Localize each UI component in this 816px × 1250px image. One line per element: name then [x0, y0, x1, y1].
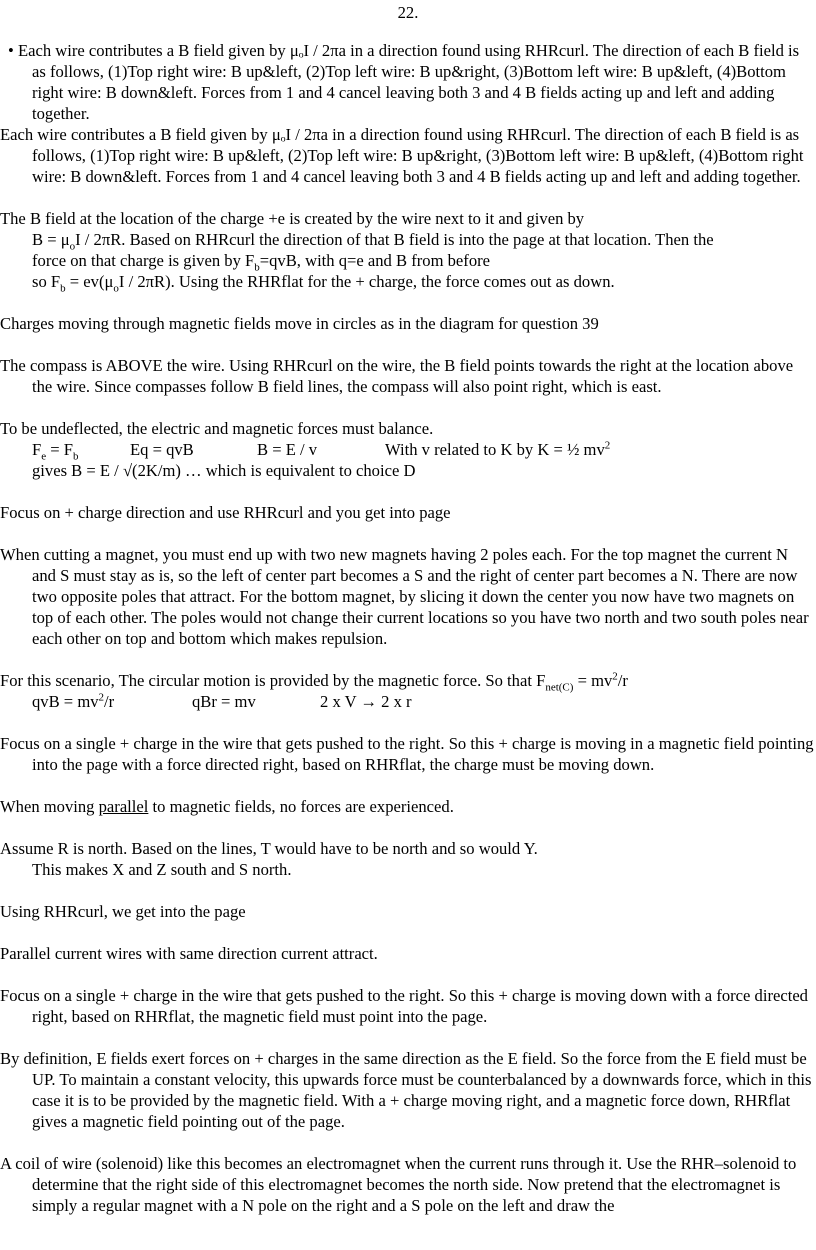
page-number: 22. [397, 3, 419, 22]
answer-paragraph-16: By definition, E fields exert forces on + charges in the same direction as the E field. So the force from the E field must be UP. To maintain a constant velocity, this upwards force must be counterbalanced by a downwards force, which in this case it is to be provided by the magnetic field. With a + charge moving right, and a magnetic force down, RHRflat gives a magnetic field pointing out of the page. [0, 1049, 812, 1131]
answer-paragraph-3: The B field at the location of the charge +e is created by the wire next to it and given by $B = \mu_oI / 2\pi R$. Based on RHRcurl the direction of that B field is into the page at that location. Then the force on that charge is given by $F_b=qvB$, with q=e and B from before so $F_b = ev(\mu_oI / 2\pi R)$. Using the RHRflat for the + charge, the force comes out as down. [0, 209, 714, 295]
answer-paragraph-2: Each wire contributes a B field given by μₒI / 2πa in a direction found using RHRcurl. The direction of each B field is as follows, (1)Top right wire: B up&left, (2)Top left wire: B up&right, (3)Bottom left wire: B up&left, (4)Bottom right wire: B down&left. Forces from 1 and 4 cancel leaving both 3 and 4 B fields acting up and left and adding together. [0, 125, 804, 186]
answer-paragraph-11: When moving parallel to magnetic fields, no forces are experienced. [0, 797, 454, 816]
answer-paragraph-1: • Each wire contributes a B field given by μₒI / 2πa in a direction found using RHRcurl. The direction of each B field is as follows, (1)Top right wire: B up&left, (2)Top left wire: B up&right, (3)Bottom left wire: B up&left, (4)Bottom right wire: B down&left. Forces from 1 and 4 cancel leaving both 3 and 4 B fields acting up and left and adding together. [8, 41, 800, 123]
answer-paragraph-13: Using RHRcurl, we get into the page [0, 902, 246, 921]
answer-text [0, 40, 814, 1216]
answer-paragraph-8: When cutting a magnet, you must end up with two new magnets having 2 poles each. For the top magnet the current N and S must stay as is, so the left of center part becomes a S and the right of center part becomes a N. There are now two opposite poles that attract. For the bottom magnet, by slicing it down the center you now have two magnets on top of each other. The poles would not change their current locations so you have two north and two south poles near each other on top and bottom which makes repulsion. [0, 545, 809, 648]
answer-paragraph-12: Assume R is north. Based on the lines, T would have to be north and so would Y. This makes X and Z south and S north. [0, 839, 538, 879]
answer-paragraph-10: Focus on a single + charge in the wire that gets pushed to the right. So this + charge is moving in a magnetic field pointing into the page with a force directed right, based on RHRflat, the charge must be moving down. [0, 734, 814, 774]
answer-paragraph-4: Charges moving through magnetic fields move in circles as in the diagram for question 39 [0, 314, 599, 333]
answer-paragraph-6: To be undeflected, the electric and magnetic forces must balance. $F_e = F_b$ Eq = qvB B = E / v With v related to K by K = ½ $mv^2$ gives B = E / √(2K/m) … which is equivalent to choice D [0, 419, 611, 480]
answer-paragraph-17: A coil of wire (solenoid) like this becomes an electromagnet when the current runs through it. Use the RHR–solenoid to determine that the right side of this electromagnet becomes the north side. Now pretend that the electromagnet is simply a regular magnet with a N pole on the right and a S pole on the left and draw the [0, 1154, 797, 1215]
answer-paragraph-7: Focus on + charge direction and use RHRcurl and you get into page [0, 503, 451, 522]
answer-paragraph-14: Parallel current wires with same direction current attract. [0, 944, 378, 963]
answer-paragraph-9: For this scenario, The circular motion is provided by the magnetic force. So that $F_{net(C)} = mv^2/r$ qvB = $mv^2/r$ qBr = mv 2 x V → 2 x r [0, 670, 628, 711]
answer-paragraph-5: The compass is ABOVE the wire. Using RHRcurl on the wire, the B field points towards the right at the location above the wire. Since compasses follow B field lines, the compass will also point right, which is east. [0, 356, 794, 396]
answer-paragraph-15: Focus on a single + charge in the wire that gets pushed to the right. So this + charge is moving down with a force directed right, based on RHRflat, the magnetic field must point into the page. [0, 986, 808, 1026]
